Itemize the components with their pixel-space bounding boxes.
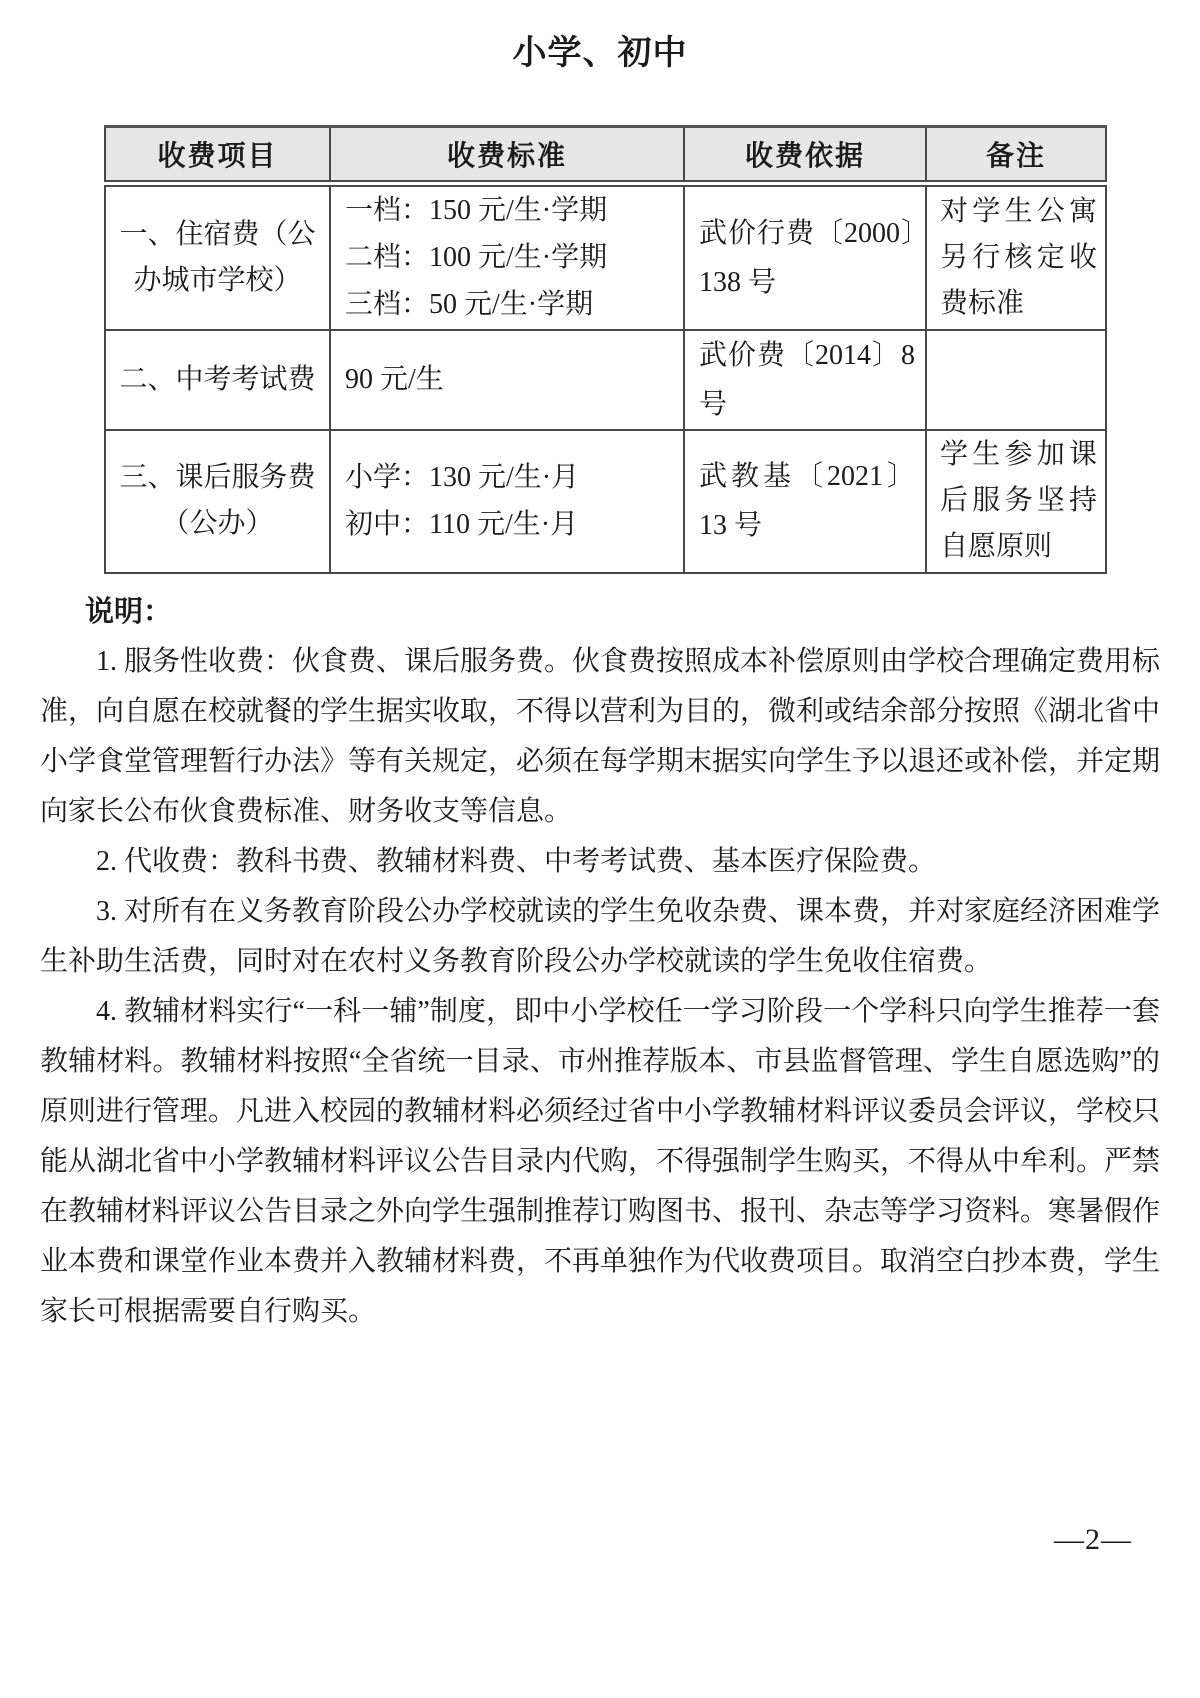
notes-section (40, 587, 1160, 1337)
cell-fee-item: 二、中考考试费 (105, 330, 330, 430)
cell-remark: 学生参加课后服务坚持自愿原则 (926, 430, 1106, 573)
cell-fee-standard (330, 184, 684, 330)
header-remark: 备注 (926, 127, 1106, 184)
cell-fee-item: 一、住宿费（公办城市学校） (105, 184, 330, 330)
standard-line: 三档：50 元/生·学期 (345, 289, 594, 321)
table-header-row (105, 127, 1106, 184)
cell-remark: 对学生公寓另行核定收费标准 (926, 184, 1106, 330)
cell-fee-basis: 武教基〔2021〕13 号 (684, 430, 926, 573)
table-row-after-school-service-fee (105, 430, 1106, 573)
standard-line: 初中：110 元/生·月 (345, 509, 579, 540)
cell-remark (926, 330, 1106, 430)
header-fee-basis: 收费依据 (684, 127, 926, 184)
cell-fee-standard (330, 430, 684, 573)
cell-fee-item: 三、课后服务费（公办） (105, 430, 330, 573)
standard-line: 一档：150 元/生·学期 (345, 195, 608, 227)
page-number: —2— (1054, 1523, 1132, 1556)
note-paragraph: 1. 服务性收费：伙食费、课后服务费。伙食费按照成本补偿原则由学校合理确定费用标准，向自愿在校就餐的学生据实收取，不得以营利为目的，微利或结余部分按照《湖北省中小学食堂管理暂行办法》等有关规定，必须在每学期末据实向学生予以退还或补偿，并定期向家长公布伙食费标准、财务收支等信息。 (40, 645, 1161, 827)
cell-fee-standard (330, 330, 684, 430)
standard-line: 小学：130 元/生·月 (345, 462, 580, 493)
fee-table (104, 125, 1107, 574)
header-fee-standard: 收费标准 (330, 127, 684, 184)
note-paragraph: 2. 代收费：教科书费、教辅材料费、中考考试费、基本医疗保险费。 (96, 845, 937, 877)
header-fee-item: 收费项目 (105, 127, 330, 184)
note-paragraph: 4. 教辅材料实行“一科一辅”制度，即中小学校任一学习阶段一个学科只向学生推荐一套教辅材料。教辅材料按照“全省统一目录、市州推荐版本、市县监督管理、学生自愿选购”的原则进行管理。凡进入校园的教辅材料必须经过省中小学教辅材料评议委员会评议，学校只能从湖北省中小学教辅材料评议公告目录内代购，不得强制学生购买，不得从中牟利。严禁在教辅材料评议公告目录之外向学生强制推荐订购图书、报刊、杂志等学习资料。寒暑假作业本费和课堂作业本费并入教辅材料费，不再单独作为代收费项目。取消空白抄本费，学生家长可根据需要自行购买。 (40, 995, 1161, 1327)
page-title: 小学、初中 (512, 35, 688, 72)
table-row-accommodation-fee (105, 184, 1106, 330)
table-row-exam-fee (105, 330, 1106, 430)
standard-line: 90 元/生 (345, 364, 444, 395)
cell-fee-basis: 武价费〔2014〕8 号 (684, 330, 926, 430)
note-paragraph: 3. 对所有在义务教育阶段公办学校就读的学生免收杂费、课本费，并对家庭经济困难学生补助生活费，同时对在农村义务教育阶段公办学校就读的学生免收住宿费。 (40, 895, 1161, 977)
cell-fee-basis: 武价行费〔2000〕138 号 (684, 184, 926, 330)
standard-line: 二档：100 元/生·学期 (345, 242, 608, 274)
notes-heading: 说明： (85, 595, 173, 628)
